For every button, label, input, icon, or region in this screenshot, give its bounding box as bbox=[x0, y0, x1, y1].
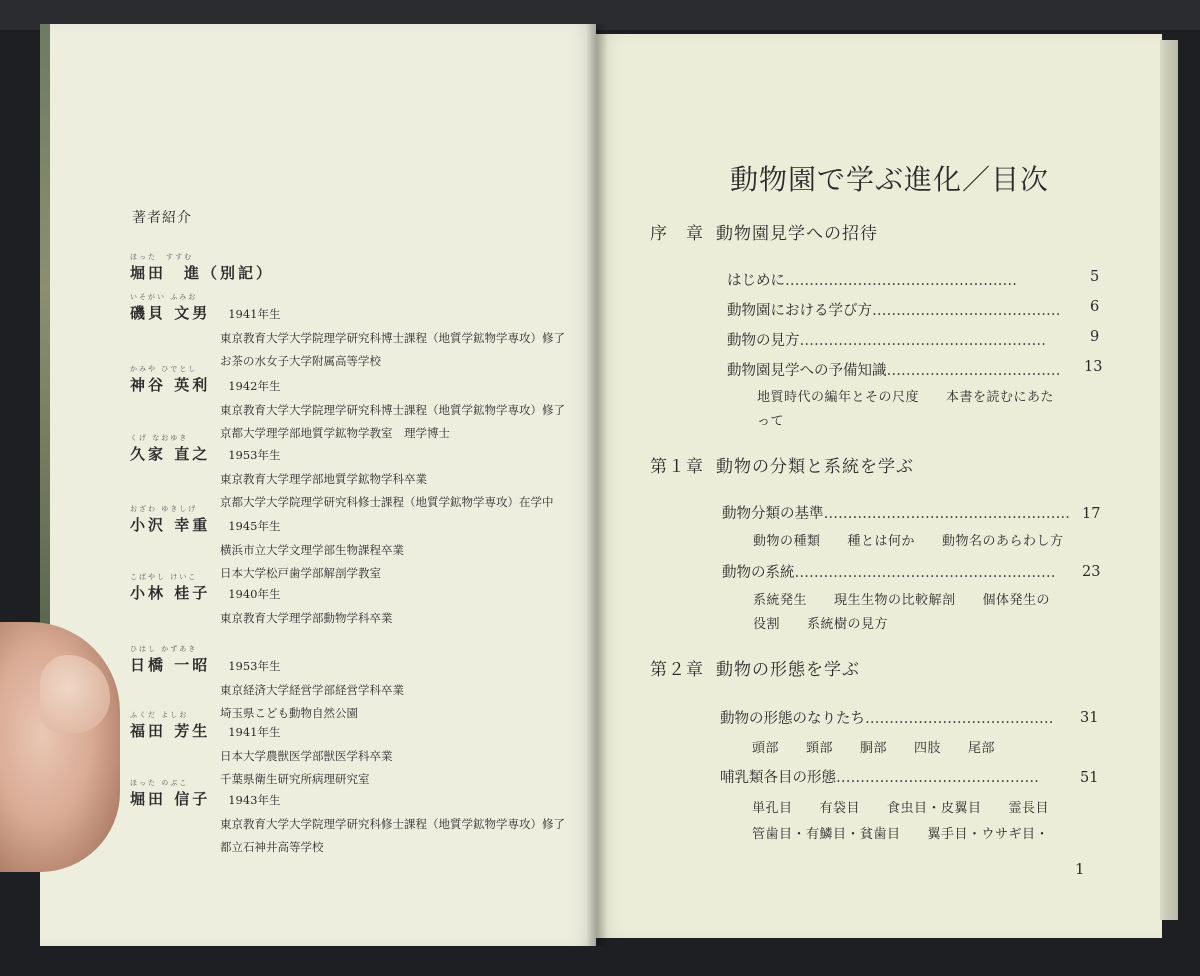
author-name: ひはし かずあき 日橋 一昭 bbox=[130, 645, 211, 674]
author-born: 1953年生 bbox=[228, 448, 281, 462]
author-entry bbox=[130, 293, 565, 369]
author-entry bbox=[130, 434, 554, 510]
chapter-heading bbox=[650, 452, 914, 477]
author-ruby: いそがい ふみお bbox=[130, 293, 198, 301]
author-name: ほった のぶこ 堀田 信子 bbox=[130, 779, 211, 808]
author-ruby: こばやし けいこ bbox=[130, 573, 198, 581]
toc-entry: 哺乳類各目の形態…………………………………… bbox=[720, 770, 1039, 786]
chapter-number: 第１章 bbox=[650, 457, 704, 477]
toc-subtopics: 地質時代の編年とその尺度 本書を読むにあた bbox=[757, 390, 1055, 405]
author-entry bbox=[130, 253, 275, 283]
page-number: 1 bbox=[1075, 860, 1085, 878]
author-entry bbox=[130, 365, 565, 441]
toc-entry: 動物園における学び方………………………………… bbox=[727, 303, 1061, 319]
author-detail: 日本大学松戸歯学部解剖学教室 bbox=[220, 566, 381, 580]
toc-entry: 動物の系統……………………………………………… bbox=[722, 565, 1056, 581]
author-born: 1942年生 bbox=[228, 379, 281, 393]
author-detail: 埼玉県こども動物自然公園 bbox=[220, 706, 358, 720]
toc-entry: 動物分類の基準…………………………………………… bbox=[722, 506, 1070, 522]
toc-page: 17 bbox=[1082, 506, 1101, 522]
author-born: 1945年生 bbox=[228, 519, 281, 533]
chapter-title: 動物園見学への招待 bbox=[716, 224, 878, 244]
author-detail: 都立石神井高等学校 bbox=[220, 840, 324, 854]
toc-page: 51 bbox=[1080, 770, 1099, 786]
toc-page: 23 bbox=[1082, 564, 1101, 580]
author-born: 1941年生 bbox=[228, 725, 281, 739]
binding-strip bbox=[40, 24, 50, 684]
author-ruby: くげ なおゆき bbox=[130, 434, 189, 442]
toc-page: 13 bbox=[1084, 359, 1103, 375]
toc-title: 動物園で学ぶ進化／目次 bbox=[730, 163, 1050, 196]
author-ruby: ほった のぶこ bbox=[130, 779, 189, 787]
author-ruby: ふくだ よしお bbox=[130, 711, 189, 719]
author-detail: 東京教育大学大学院理学研究科博士課程（地質学鉱物学専攻）修了 bbox=[220, 403, 565, 417]
author-detail: 京都大学大学院理学研究科修士課程（地質学鉱物学専攻）在学中 bbox=[220, 495, 554, 509]
toc-subtopics: 管歯目・有鱗目・貧歯目 翼手目・ウサギ目・ bbox=[752, 827, 1050, 842]
page-edge bbox=[1160, 40, 1178, 920]
author-detail: お茶の水女子大学附属高等学校 bbox=[220, 354, 381, 368]
author-detail: 千葉県衛生研究所病理研究室 bbox=[220, 772, 370, 786]
author-name: くげ なおゆき 久家 直之 bbox=[130, 434, 211, 463]
author-name: おざわ ゆきしげ 小沢 幸重 bbox=[130, 505, 211, 534]
chapter-heading bbox=[650, 219, 878, 244]
toc-subtopics: 単孔目 有袋目 食虫目・皮翼目 霊長目 bbox=[752, 801, 1050, 816]
author-entry bbox=[130, 505, 404, 581]
toc-subtopics: 系統発生 現生生物の比較解剖 個体発生の bbox=[753, 593, 1051, 608]
author-born: 1941年生 bbox=[228, 307, 281, 321]
toc-page: 31 bbox=[1080, 710, 1099, 726]
toc-page: 9 bbox=[1090, 329, 1100, 345]
author-born: 1953年生 bbox=[228, 659, 281, 673]
author-detail: 東京教育大学理学部地質学鉱物学科卒業 bbox=[220, 472, 427, 486]
author-name: こばやし けいこ 小林 桂子 bbox=[130, 573, 211, 602]
toc-subtopics: 役割 系統樹の見方 bbox=[753, 617, 889, 632]
chapter-number: 序 章 bbox=[650, 224, 704, 244]
chapter-title: 動物の形態を学ぶ bbox=[716, 660, 860, 680]
toc-entry: はじめに………………………………………… bbox=[727, 273, 1017, 289]
author-name: いそがい ふみお 磯貝 文男 bbox=[130, 293, 211, 322]
author-detail: 東京教育大学大学院理学研究科博士課程（地質学鉱物学専攻）修了 bbox=[220, 331, 565, 345]
chapter-heading bbox=[650, 655, 860, 680]
author-detail: 横浜市立大学文理学部生物課程卒業 bbox=[220, 543, 404, 557]
author-born: 1940年生 bbox=[228, 587, 281, 601]
chapter-title: 動物の分類と系統を学ぶ bbox=[716, 457, 914, 477]
toc-subtopics: 頭部 頸部 胴部 四肢 尾部 bbox=[752, 741, 996, 756]
author-detail: 東京教育大学理学部動物学科卒業 bbox=[220, 611, 393, 625]
toc-subtopics: って bbox=[757, 414, 785, 429]
author-ruby: おざわ ゆきしげ bbox=[130, 505, 198, 513]
author-ruby: ほった すすむ bbox=[130, 253, 194, 261]
author-detail: 京都大学理学部地質学鉱物学教室 理学博士 bbox=[220, 426, 450, 440]
author-detail: 日本大学農獣医学部獣医学科卒業 bbox=[220, 749, 393, 763]
book-gutter bbox=[586, 24, 608, 946]
author-name: ほった すすむ 堀田 進（別記） bbox=[130, 253, 275, 282]
toc-subtopics: 動物の種類 種とは何か 動物名のあらわし方 bbox=[753, 534, 1064, 549]
toc-entry: 動物園見学への予備知識……………………………… bbox=[727, 363, 1061, 379]
authors-heading: 著者紹介 bbox=[132, 210, 192, 226]
author-detail: 東京教育大学大学院理学研究科修士課程（地質学鉱物学専攻）修了 bbox=[220, 817, 565, 831]
author-name: ふくだ よしお 福田 芳生 bbox=[130, 711, 211, 740]
author-name: かみや ひでとし 神谷 英利 bbox=[130, 365, 211, 394]
toc-page: 6 bbox=[1090, 299, 1100, 315]
author-detail: 東京経済大学経営学部経営学科卒業 bbox=[220, 683, 404, 697]
author-ruby: かみや ひでとし bbox=[130, 365, 198, 373]
author-born: 1943年生 bbox=[228, 793, 281, 807]
toc-page: 5 bbox=[1090, 269, 1100, 285]
author-ruby: ひはし かずあき bbox=[130, 645, 198, 653]
chapter-number: 第２章 bbox=[650, 660, 704, 680]
toc-entry: 動物の形態のなりたち………………………………… bbox=[720, 711, 1054, 727]
toc-entry: 動物の見方…………………………………………… bbox=[727, 333, 1046, 349]
